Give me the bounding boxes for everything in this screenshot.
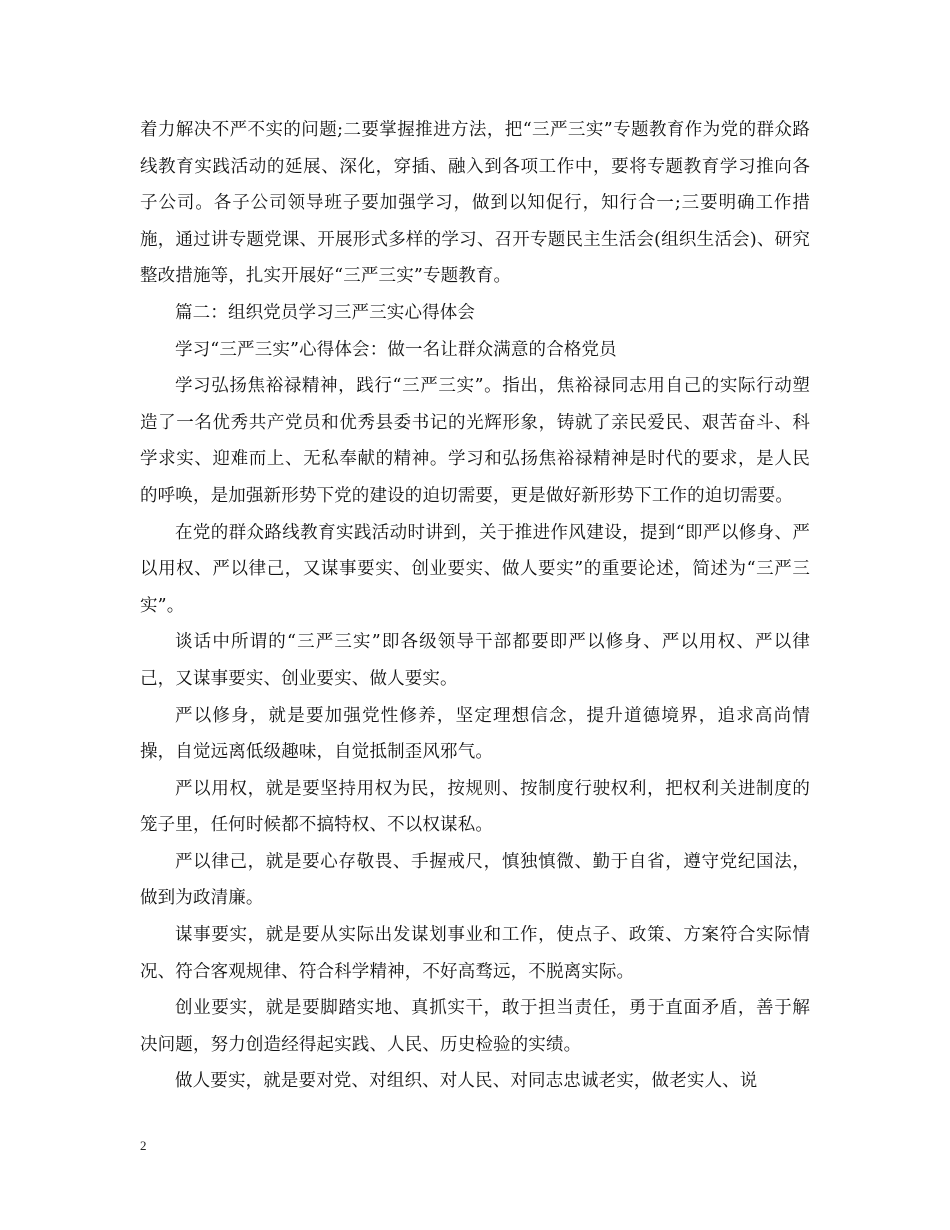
paragraph-mass-line: 在党的群众路线教育实践活动时讲到，关于推进作风建设，提到“即严以修身、严以用权、严以律己，又谋事要实、创业要实、做人要实”的重要论述，简述为“三严三实”。 bbox=[140, 522, 810, 616]
document-body bbox=[140, 112, 810, 1100]
paragraph-strict-self-discipline: 严以律己，就是要心存敬畏、手握戒尺，慎独慎微、勤于自省，遵守党纪国法，做到为政清廉。 bbox=[140, 851, 810, 909]
paragraph-practical-conduct: 做人要实，就是要对党、对组织、对人民、对同志忠诚老实，做老实人、说 bbox=[175, 1071, 758, 1092]
paragraph-jiao-yulu-spirit: 学习弘扬焦裕禄精神，践行“三严三实”。指出，焦裕禄同志用自己的实际行动塑造了一名优秀共产党员和优秀县委书记的光辉形象，铸就了亲民爱民、艰苦奋斗、科学求实、迎难而上、无私奉献的精神。学习和弘扬焦裕禄精神是时代的要求，是人民的呼唤，是加强新形势下党的建设的迫切需要，更是做好新形势下工作的迫切需要。 bbox=[140, 376, 810, 506]
section-heading-part-two: 篇二：组织党员学习三严三实心得体会 bbox=[175, 302, 476, 323]
paragraph-strict-use-of-power: 严以用权，就是要坚持用权为民，按规则、按制度行驶权利，把权利关进制度的笼子里，任何时候都不搞特权、不以权谋私。 bbox=[140, 778, 810, 836]
page-number: 2 bbox=[140, 1138, 147, 1153]
paragraph-1: 着力解决不严不实的问题;二要掌握推进方法，把“三严三实”专题教育作为党的群众路线教育实践活动的延展、深化，穿插、融入到各项工作中，要将专题教育学习推向各子公司。各子公司领导班子要加强学习，做到以知促行，知行合一;三要明确工作措施，通过讲专题党课、开展形式多样的学习、召开专题民主生活会(组织生活会)、研究整改措施等，扎实开展好“三严三实”专题教育。 bbox=[140, 120, 810, 287]
paragraph-practical-planning: 谋事要实，就是要从实际出发谋划事业和工作，使点子、政策、方案符合实际情况、符合客观规律、符合科学精神，不好高骛远，不脱离实际。 bbox=[140, 925, 810, 982]
paragraph-three-stricts-definition: 谈话中所谓的“三严三实”即各级领导干部都要即严以修身、严以用权、严以律己，又谋事要实、创业要实、做人要实。 bbox=[140, 632, 810, 689]
paragraph-practical-enterprise: 创业要实，就是要脚踏实地、真抓实干，敢于担当责任，勇于直面矛盾，善于解决问题，努力创造经得起实践、人民、历史检验的实绩。 bbox=[140, 998, 810, 1055]
paragraph-strict-self-cultivation: 严以修身，就是要加强党性修养，坚定理想信念，提升道德境界，追求高尚情操，自觉远离低级趣味，自觉抵制歪风邪气。 bbox=[140, 705, 810, 763]
article-subtitle: 学习“三严三实”心得体会：做一名让群众满意的合格党员 bbox=[175, 339, 617, 360]
